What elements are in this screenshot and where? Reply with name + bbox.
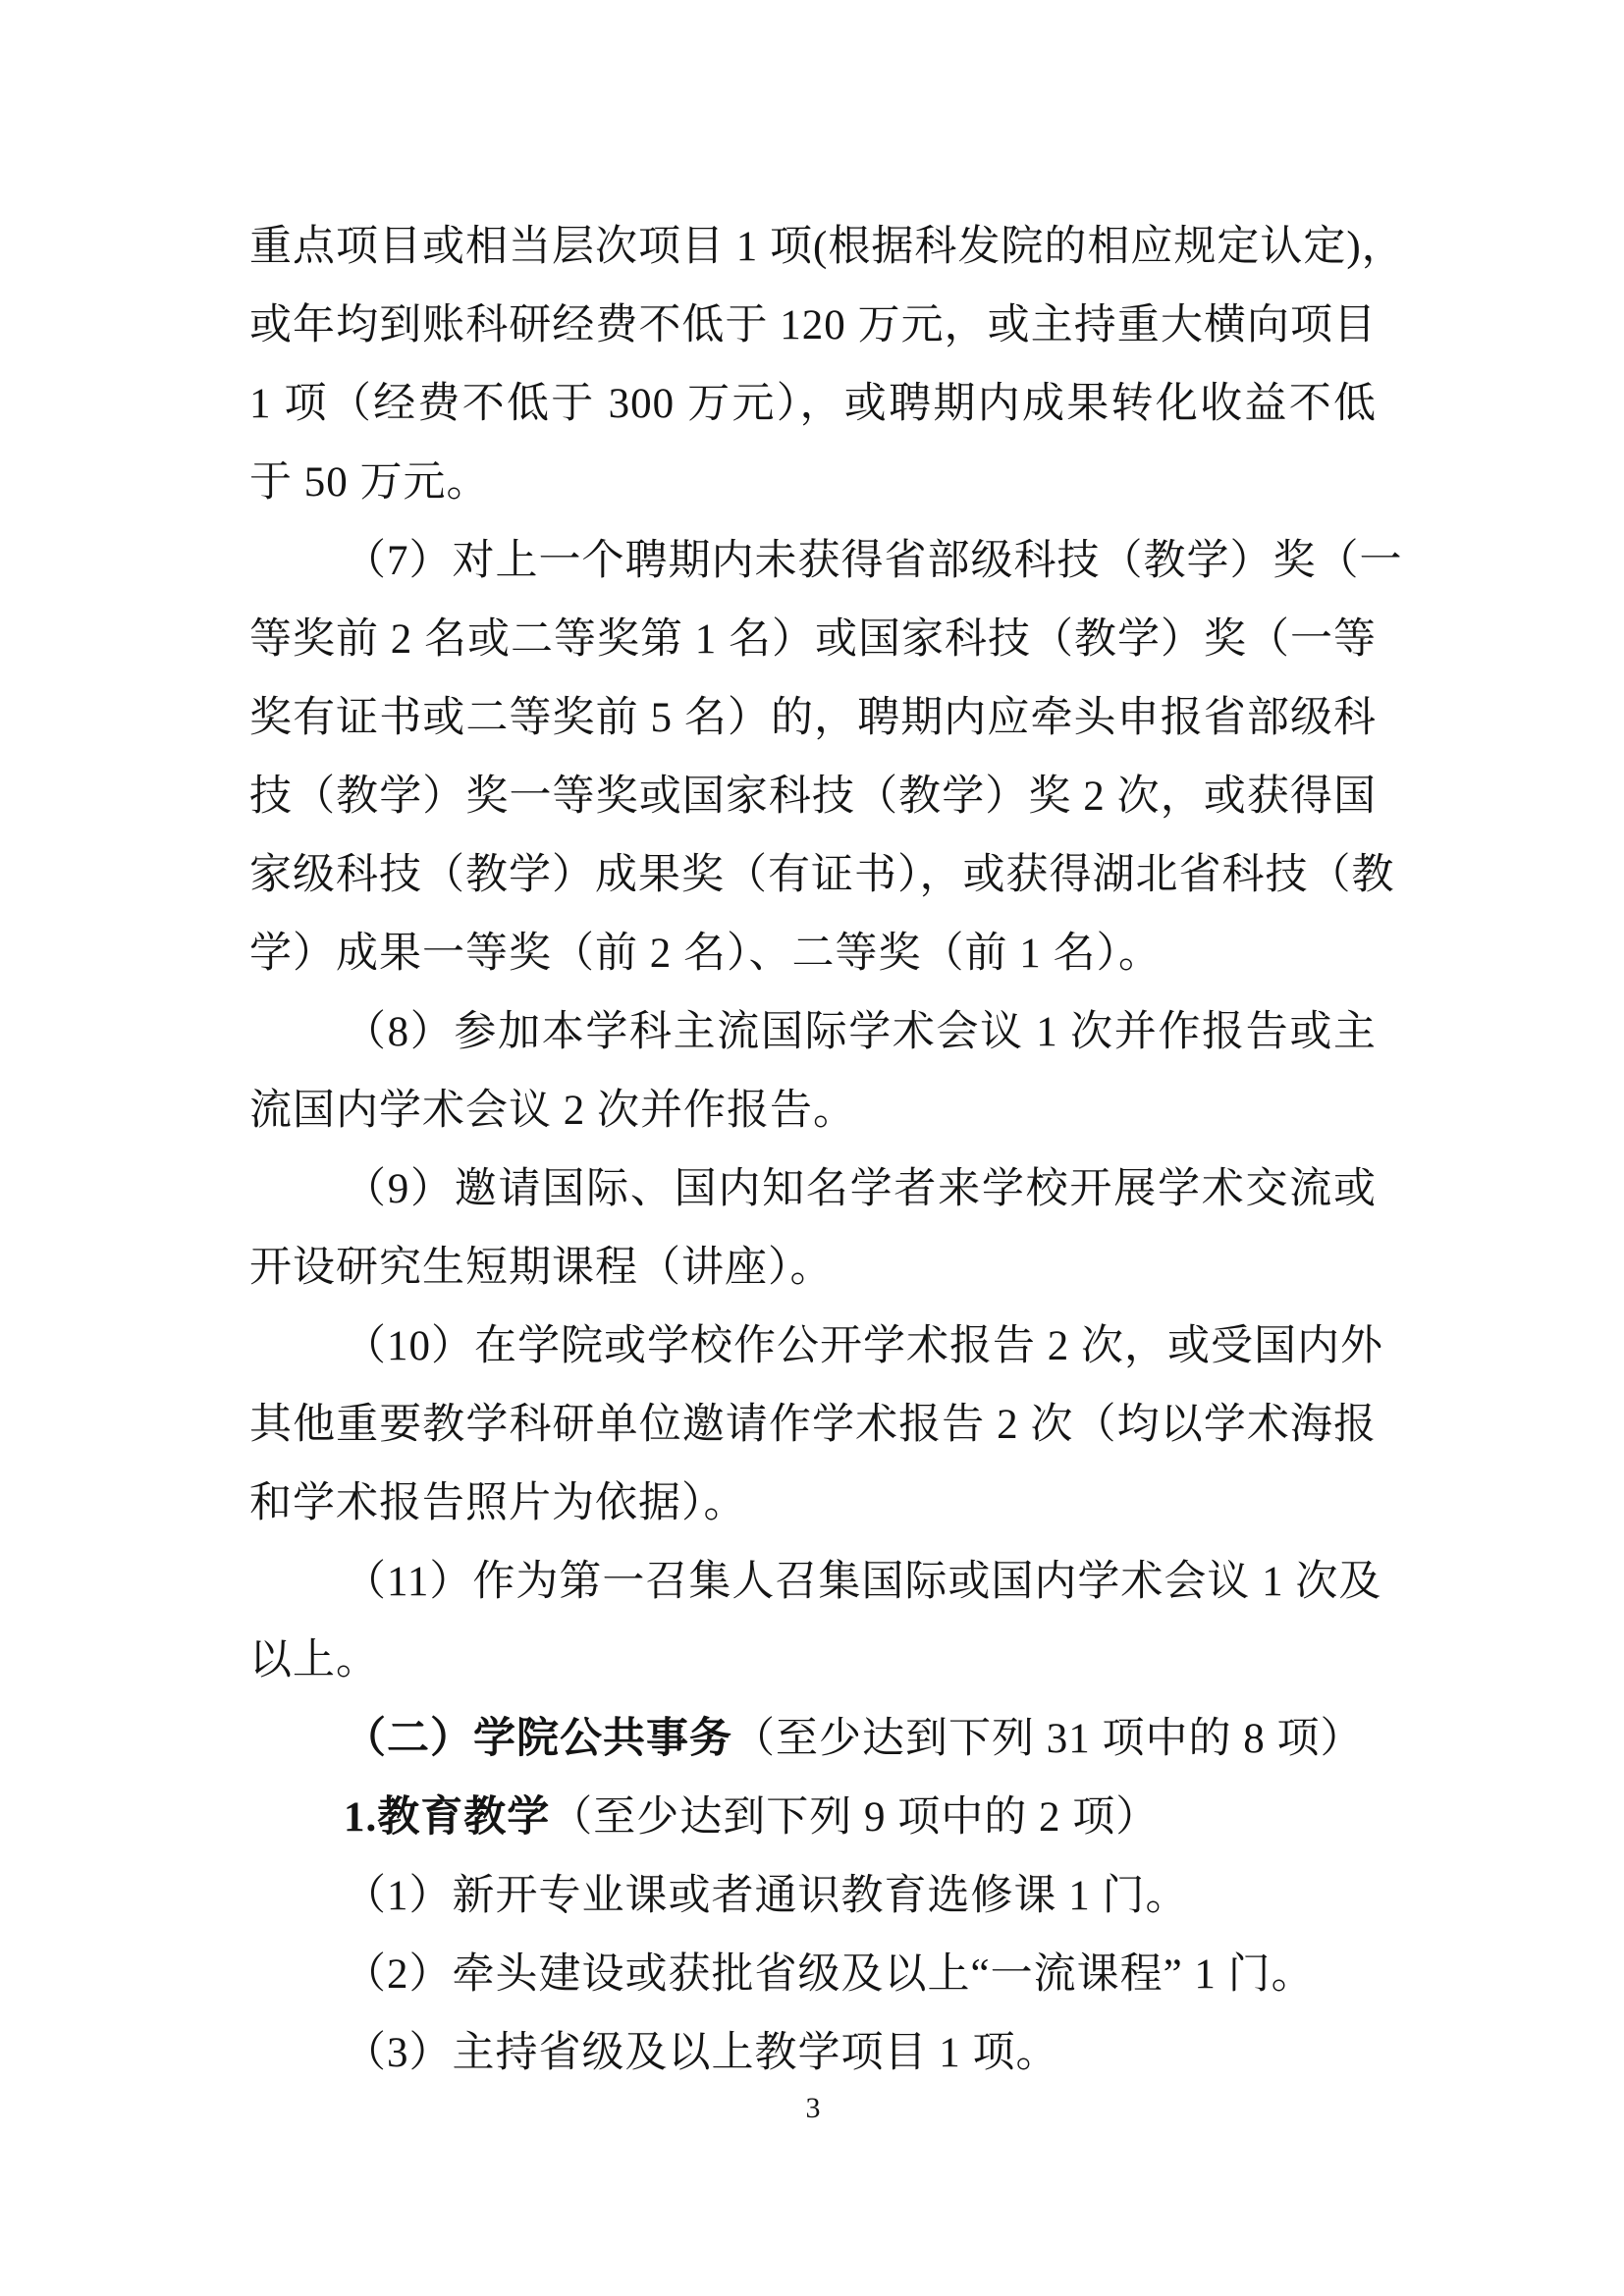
text-line: （8）参加本学科主流国际学术会议 1 次并作报告或主 [344,1009,1377,1055]
subsection-heading-title: 1.教育教学 [344,1794,551,1841]
text-line: 或年均到账科研经费不低于 120 万元，或主持重大横向项目 [249,302,1377,348]
text-line: 奖有证书或二等奖前 5 名）的，聘期内应牵头申报省部级科 [249,695,1377,741]
section-heading-title: （二）学院公共事务 [344,1716,732,1762]
document-text-block [249,208,1405,2093]
subsection-heading [249,1779,1377,1857]
section-heading-requirement: （至少达到下列 31 项中的 8 项） [732,1716,1364,1762]
text-line: （9）邀请国际、国内知名学者来学校开展学术交流或 [344,1166,1377,1212]
text-line: 开设研究生短期课程（讲座）。 [249,1245,834,1291]
text-line: 重点项目或相当层次项目 1 项(根据科发院的相应规定认定)， [249,224,1405,270]
subsection-heading-requirement: （至少达到下列 9 项中的 2 项） [550,1794,1160,1841]
page-number: 3 [805,2092,821,2124]
text-line: 于 50 万元。 [249,459,490,506]
text-line: 家级科技（教学）成果奖（有证书），或获得湖北省科技（教 [249,852,1395,898]
text-line: （10）在学院或学校作公开学术报告 2 次，或受国内外 [344,1323,1383,1369]
text-line: 其他重要教学科研单位邀请作学术报告 2 次（均以学术海报 [249,1402,1377,1448]
text-line: （7）对上一个聘期内未获得省部级科技（教学）奖（一 [344,538,1403,584]
text-line: 和学术报告照片为依据）。 [249,1480,747,1526]
text-line: 以上。 [249,1637,379,1683]
text-line: 1 项（经费不低于 300 万元），或聘期内成果转化收益不低 [249,381,1377,427]
text-line: 技（教学）奖一等奖或国家科技（教学）奖 2 次，或获得国 [249,774,1377,820]
text-line: （11）作为第一召集人召集国际或国内学术会议 1 次及 [344,1559,1382,1605]
text-line: （3）主持省级及以上教学项目 1 项。 [344,2030,1059,2076]
section-heading [249,1700,1377,1779]
text-line: 流国内学术会议 2 次并作报告。 [249,1088,856,1134]
text-line: 等奖前 2 名或二等奖第 1 名）或国家科技（教学）奖（一等 [249,616,1377,663]
text-line: （1）新开专业课或者通识教育选修课 1 门。 [344,1873,1189,1919]
text-line: （2）牵头建设或获批省级及以上“一流课程” 1 门。 [344,1951,1315,1998]
text-line: 学）成果一等奖（前 2 名）、二等奖（前 1 名）。 [249,931,1162,977]
